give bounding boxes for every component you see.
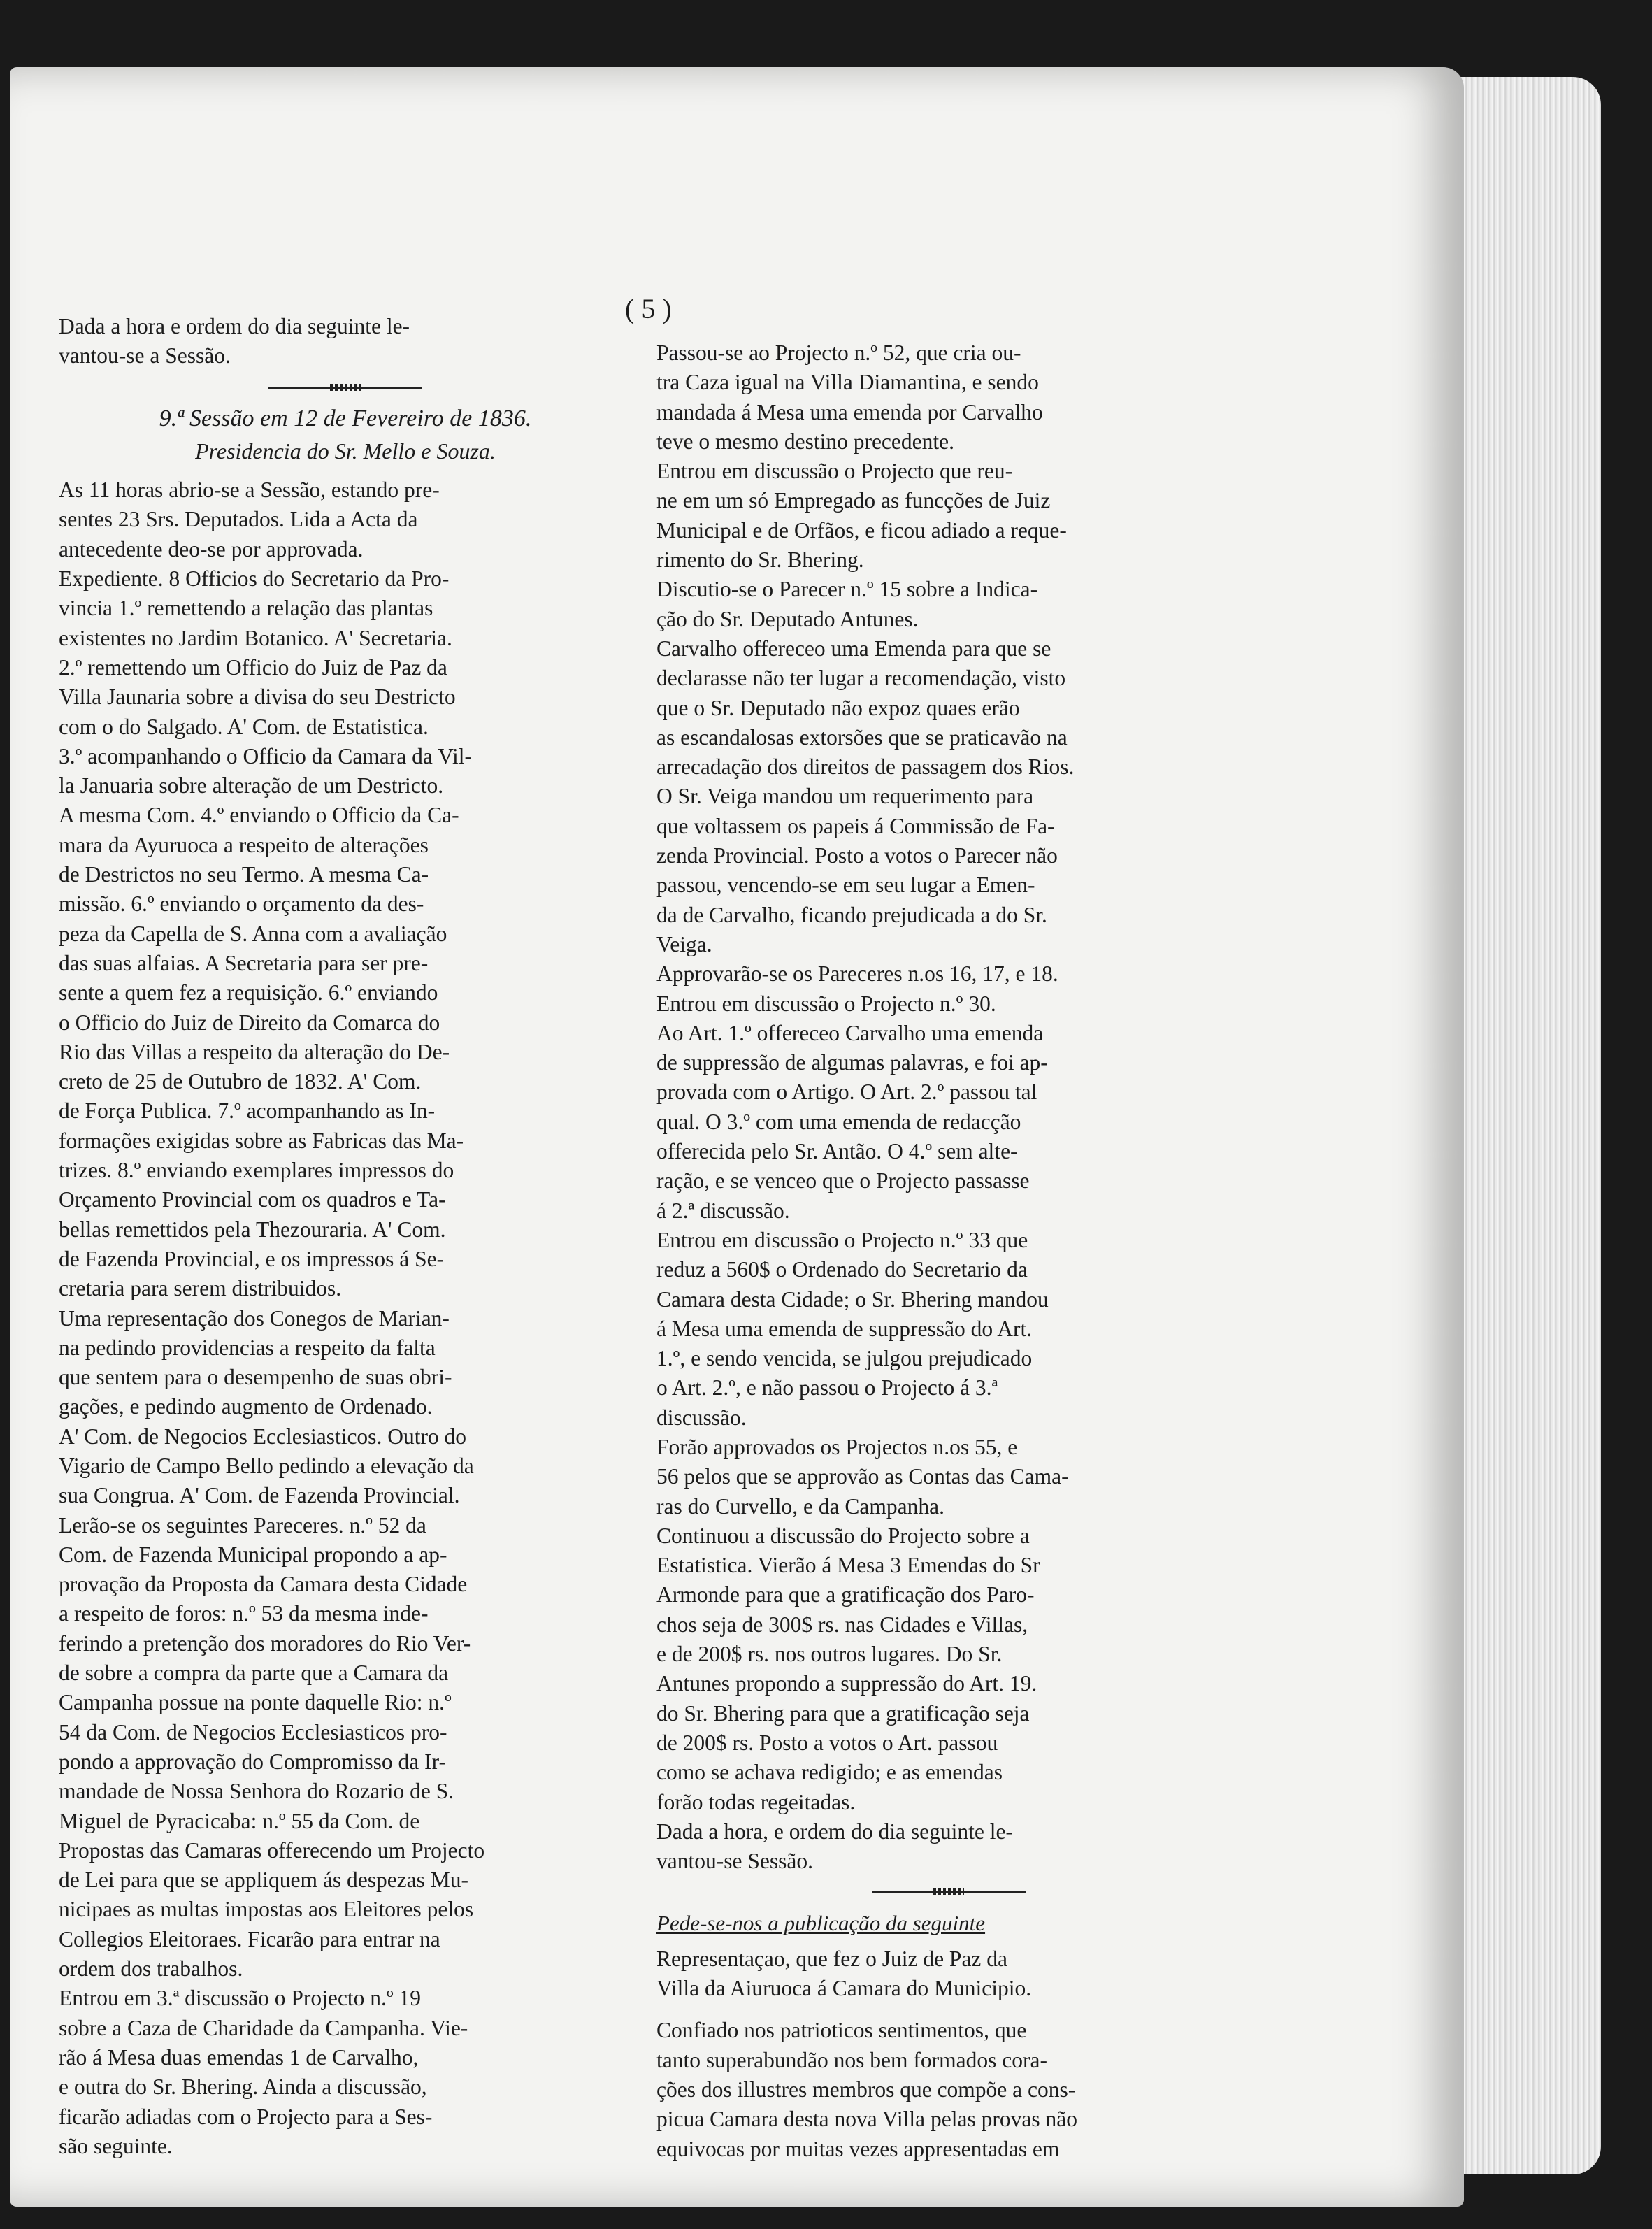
- book-page: [10, 67, 1464, 2207]
- text-line: Representaçao, que fez o Juiz de Paz da: [656, 1946, 1008, 1971]
- text-line: passou, vencendo-se em seu lugar a Emen-: [656, 873, 1035, 898]
- text-line: Collegios Eleitoraes. Ficarão para entrar na: [59, 1926, 440, 1951]
- right-body-text: [656, 338, 1240, 1876]
- text-line: teve o mesmo destino precedente.: [656, 429, 954, 454]
- text-line: Entrou em discussão o Projecto n.º 30.: [656, 991, 996, 1016]
- publication-heading: Pede-se-nos a publicação da seguinte: [656, 1911, 986, 1936]
- text-line: O Sr. Veiga mandou um requerimento para: [656, 784, 1034, 809]
- text-line: são seguinte.: [59, 2133, 173, 2158]
- text-line: Dada a hora, e ordem do dia seguinte le-: [656, 1819, 1013, 1844]
- text-line: qual. O 3.º com uma emenda de redacção: [656, 1109, 1021, 1134]
- text-line: nicipaes as multas impostas aos Eleitores pelos: [59, 1897, 474, 1922]
- text-line: provada com o Artigo. O Art. 2.º passou tal: [656, 1080, 1037, 1105]
- text-line: rão á Mesa duas emendas 1 de Carvalho,: [59, 2044, 419, 2070]
- text-line: creto de 25 de Outubro de 1832. A' Com.: [59, 1069, 422, 1094]
- text-line: zenda Provincial. Posto a votos o Parecer não: [656, 843, 1058, 868]
- text-line: peza da Capella de S. Anna com a avaliação: [59, 921, 447, 946]
- text-line: Passou-se ao Projecto n.º 52, que cria ou-: [656, 341, 1021, 365]
- text-line: tra Caza igual na Villa Diamantina, e sendo: [656, 370, 1039, 395]
- text-line: mandada á Mesa uma emenda por Carvalho: [656, 399, 1043, 424]
- text-line: na pedindo providencias a respeito da falta: [59, 1335, 436, 1360]
- text-line: o Officio do Juiz de Direito da Comarca do: [59, 1010, 440, 1035]
- final-paragraph: [656, 2016, 1240, 2163]
- text-line: Entrou em 3.ª discussão o Projecto n.º 19: [59, 1986, 422, 2011]
- text-line: de Força Publica. 7.º acompanhando as In-: [59, 1098, 436, 1124]
- text-line: ras do Curvello, e da Campanha.: [656, 1493, 945, 1519]
- text-line: trizes. 8.º enviando exemplares impressos do: [59, 1158, 454, 1183]
- text-line: existentes no Jardim Botanico. A' Secretaria.: [59, 625, 452, 650]
- text-line: ferindo a pretenção dos moradores do Rio Ver-: [59, 1630, 471, 1656]
- text-line: á Mesa uma emenda de suppressão do Art.: [656, 1316, 1033, 1341]
- page-number: ( 5 ): [625, 293, 672, 324]
- text-line: Villa Jaunaria sobre a divisa do seu Destricto: [59, 685, 456, 710]
- text-line: com o do Salgado. A' Com. de Estatistica.: [59, 714, 429, 739]
- text-line: cretaria para serem distribuidos.: [59, 1276, 342, 1301]
- text-line: rimento do Sr. Bhering.: [656, 547, 864, 573]
- text-line: missão. 6.º enviando o orçamento da des-: [59, 891, 424, 917]
- text-line: o Art. 2.º, e não passou o Projecto á 3.ª: [656, 1375, 998, 1400]
- text-line: Ao Art. 1.º offereceo Carvalho uma emenda: [656, 1020, 1044, 1045]
- text-line: offerecida pelo Sr. Antão. O 4.º sem alte-: [656, 1139, 1018, 1164]
- text-line: de 200$ rs. Posto a votos o Art. passou: [656, 1730, 998, 1755]
- text-line: que voltassem os papeis á Commissão de Fa-: [656, 813, 1055, 838]
- text-line: vincia 1.º remettendo a relação das plantas: [59, 596, 433, 621]
- session-title: 9.ª Sessão em 12 de Fevereiro de 1836.: [159, 405, 532, 431]
- text-line: chos seja de 300$ rs. nas Cidades e Villas,: [656, 1612, 1028, 1637]
- text-line: pondo a approvação do Compromisso da Ir-: [59, 1749, 446, 1774]
- text-line: ração, e se venceo que o Projecto passasse: [656, 1168, 1030, 1194]
- text-line: sente a quem fez a requisição. 6.º enviando: [59, 980, 438, 1005]
- text-line: provação da Proposta da Camara desta Cidade: [59, 1572, 468, 1597]
- text-line: A' Com. de Negocios Ecclesiasticos. Outro do: [59, 1424, 467, 1449]
- text-line: Expediente. 8 Officios do Secretario da Pro-: [59, 566, 450, 592]
- text-line: sentes 23 Srs. Deputados. Lida a Acta da: [59, 507, 418, 532]
- text-line: 3.º acompanhando o Officio da Camara da Vil-: [59, 743, 473, 768]
- text-line: Antunes propondo a suppressão do Art. 19.: [656, 1671, 1037, 1696]
- text-line: sua Congrua. A' Com. de Fazenda Provincial.: [59, 1483, 460, 1508]
- text-line: Uma representação dos Conegos de Marian-: [59, 1305, 450, 1331]
- text-line: gações, e pedindo augmento de Ordenado.: [59, 1394, 433, 1419]
- text-line: á 2.ª discussão.: [656, 1198, 790, 1223]
- text-line: Campanha possue na ponte daquelle Rio: n.º: [59, 1690, 452, 1715]
- text-line: mara da Ayuruoca a respeito de alterações: [59, 832, 429, 857]
- left-body-text: [59, 475, 632, 2161]
- ornamental-rule: [872, 1891, 1026, 1893]
- text-line: discussão.: [656, 1405, 747, 1430]
- text-line: do Sr. Bhering para que a gratificação seja: [656, 1700, 1030, 1726]
- text-line: Approvarão-se os Pareceres n.os 16, 17, e 18.: [656, 961, 1058, 987]
- text-line: ne em um só Empregado as funcções de Juiz: [656, 488, 1051, 513]
- text-line: ficarão adiadas com o Projecto para a Ses-: [59, 2104, 433, 2129]
- text-line: Municipal e de Orfãos, e ficou adiado a reque-: [656, 517, 1067, 543]
- text-line: Armonde para que a gratificação dos Paro-: [656, 1582, 1035, 1607]
- text-line: formações exigidas sobre as Fabricas das Ma-: [59, 1128, 464, 1153]
- text-line: Camara desta Cidade; o Sr. Bhering mandou: [656, 1286, 1049, 1312]
- text-line: vantou-se Sessão.: [656, 1849, 813, 1874]
- text-line: Orçamento Provincial com os quadros e Ta-: [59, 1187, 446, 1212]
- text-line: Confiado nos patrioticos sentimentos, que: [656, 2018, 1027, 2043]
- text-line: ordem dos trabalhos.: [59, 1956, 243, 1981]
- text-line: equivocas por muitas vezes appresentadas em: [656, 2136, 1060, 2161]
- text-line: Rio das Villas a respeito da alteração do De-: [59, 1039, 450, 1064]
- text-line: arrecadação dos direitos de passagem dos Rios.: [656, 754, 1075, 780]
- text-line: Carvalho offereceo uma Emenda para que se: [656, 636, 1051, 661]
- text-line: Miguel de Pyracicaba: n.º 55 da Com. de: [59, 1808, 420, 1833]
- text-line: bellas remettidos pela Thezouraria. A' Com.: [59, 1217, 446, 1242]
- text-line: picua Camara desta nova Villa pelas provas não: [656, 2107, 1077, 2132]
- text-line: da de Carvalho, ficando prejudicada a do Sr.: [656, 902, 1047, 927]
- book-page-edges: [1440, 77, 1601, 2174]
- text-line: ção do Sr. Deputado Antunes.: [656, 606, 919, 631]
- left-column: [59, 312, 632, 2161]
- text-line: que o Sr. Deputado não expoz quaes erão: [656, 695, 1020, 720]
- text-line: 56 pelos que se approvão as Contas das Cama-: [656, 1464, 1069, 1489]
- text-line: das suas alfaias. A Secretaria para ser pre-: [59, 950, 429, 975]
- text-line: de Fazenda Provincial, e os impressos á Se-: [59, 1246, 445, 1271]
- text-line: de suppressão de algumas palavras, e foi ap-: [656, 1050, 1048, 1075]
- text-line: Entrou em discussão o Projecto n.º 33 que: [656, 1227, 1028, 1252]
- session-president: Presidencia do Sr. Mello e Souza.: [195, 438, 496, 464]
- text-line: 1.º, e sendo vencida, se julgou prejudicado: [656, 1346, 1033, 1371]
- text-line: As 11 horas abrio-se a Sessão, estando pre-: [59, 478, 440, 503]
- text-line: e de 200$ rs. nos outros lugares. Do Sr.: [656, 1642, 1003, 1667]
- text-line: Forão approvados os Projectos n.os 55, e: [656, 1434, 1018, 1459]
- representation-title: [656, 1944, 1240, 2004]
- text-line: Continuou a discussão do Projecto sobre a: [656, 1523, 1030, 1548]
- text-line: vantou-se a Sessão.: [59, 343, 231, 368]
- text-line: antecedente deo-se por approvada.: [59, 536, 364, 561]
- text-line: de Destrictos no seu Termo. A mesma Ca-: [59, 862, 429, 887]
- text-line: reduz a 560$ o Ordenado do Secretario da: [656, 1257, 1028, 1282]
- left-opening: [59, 312, 632, 371]
- text-line: tanto superabundão nos bem formados cora-: [656, 2047, 1047, 2072]
- text-line: ções dos illustres membros que compõe a cons-: [656, 2077, 1076, 2102]
- text-line: as escandalosas extorsões que se praticavão na: [656, 724, 1068, 750]
- text-line: la Januaria sobre alteração de um Destricto.: [59, 773, 444, 798]
- text-line: de sobre a compra da parte que a Camara da: [59, 1661, 449, 1686]
- text-line: de Lei para que se appliquem ás despezas Mu-: [59, 1868, 469, 1893]
- text-line: Vigario de Campo Bello pedindo a elevação da: [59, 1453, 474, 1478]
- text-line: Villa da Aiuruoca á Camara do Municipio.: [656, 1976, 1032, 2001]
- text-line: mandade de Nossa Senhora do Rozario de S.: [59, 1779, 454, 1804]
- text-line: Estatistica. Vierão á Mesa 3 Emendas do Sr: [656, 1553, 1040, 1578]
- text-line: A mesma Com. 4.º enviando o Officio da Ca-: [59, 803, 459, 828]
- right-column: [656, 338, 1240, 2164]
- text-line: Com. de Fazenda Municipal propondo a ap-: [59, 1542, 447, 1567]
- text-line: a respeito de foros: n.º 53 da mesma inde-: [59, 1601, 429, 1626]
- text-line: Veiga.: [656, 931, 712, 956]
- text-line: como se achava redigido; e as emendas: [656, 1760, 1003, 1785]
- text-line: que sentem para o desempenho de suas obri-: [59, 1365, 452, 1390]
- text-line: e outra do Sr. Bhering. Ainda a discussão,: [59, 2074, 427, 2100]
- ornamental-rule: [268, 387, 422, 389]
- text-line: Dada a hora e ordem do dia seguinte le-: [59, 314, 410, 338]
- text-line: Propostas das Camaras offerecendo um Projecto: [59, 1837, 485, 1863]
- text-line: 54 da Com. de Negocios Ecclesiasticos pro-: [59, 1719, 447, 1744]
- text-line: sobre a Caza de Charidade da Campanha. Vie-: [59, 2015, 468, 2040]
- text-line: declarasse não ter lugar a recomendação, visto: [656, 666, 1066, 691]
- text-line: Entrou em discussão o Projecto que reu-: [656, 459, 1013, 484]
- text-line: 2.º remettendo um Officio do Juiz de Paz da: [59, 654, 447, 680]
- text-line: Discutio-se o Parecer n.º 15 sobre a Indica-: [656, 577, 1038, 602]
- text-line: Lerão-se os seguintes Pareceres. n.º 52 da: [59, 1512, 426, 1538]
- text-line: forão todas regeitadas.: [656, 1789, 856, 1814]
